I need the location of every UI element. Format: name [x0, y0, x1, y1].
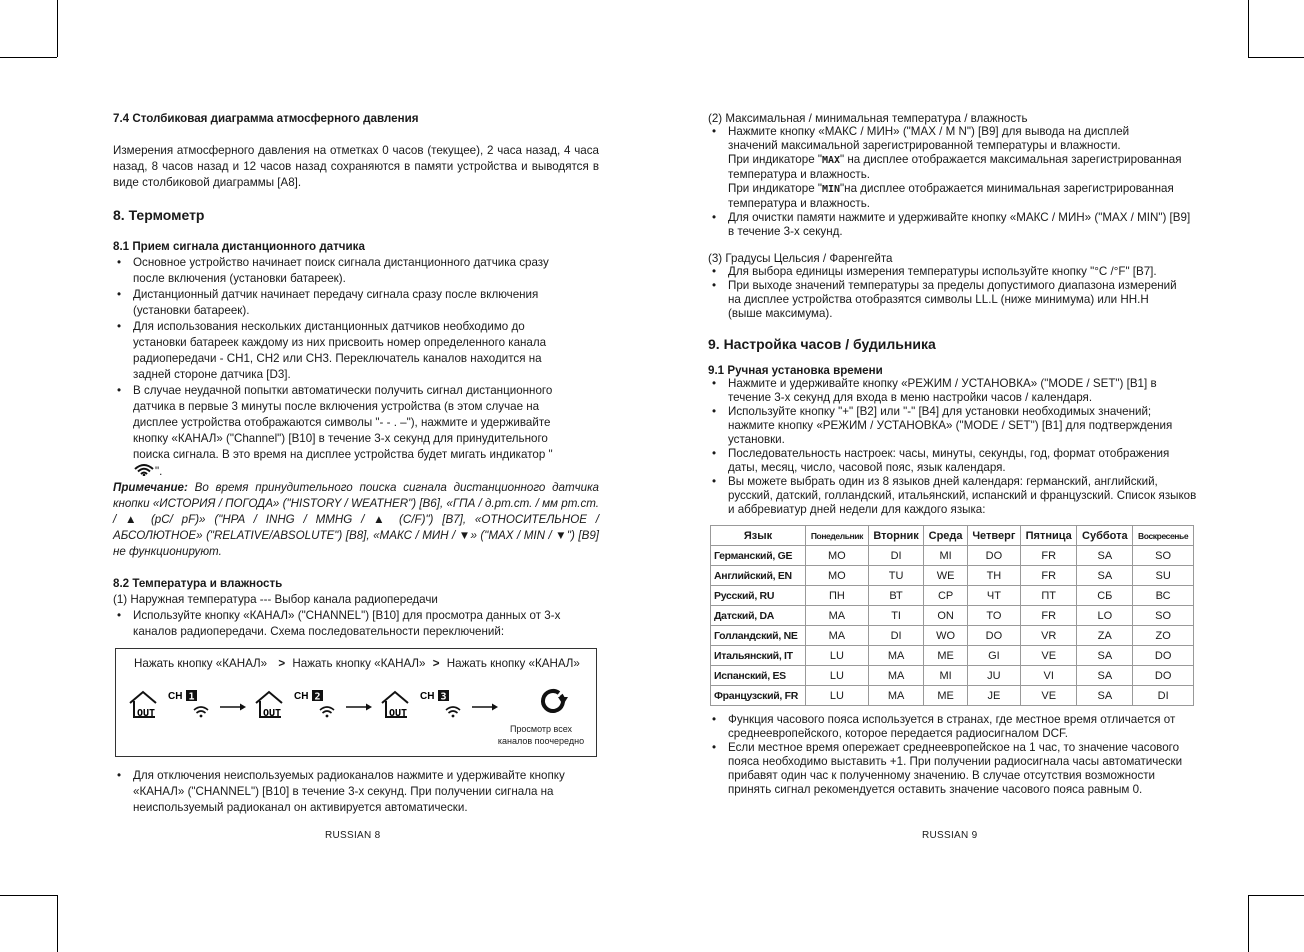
channel-label: CH: [420, 691, 435, 702]
day-abbr-cell: WO: [924, 626, 967, 646]
section-9-1-title: 9.1 Ручная установка времени: [708, 364, 883, 377]
day-abbr-cell: JU: [967, 666, 1020, 686]
step-label: Нажать кнопку «КАНАЛ»: [446, 657, 580, 670]
list-item: [708, 125, 1192, 211]
crop-mark: [1248, 57, 1304, 58]
day-abbr-cell: VE: [1021, 646, 1077, 666]
text: "на дисплее отображается минимальная зарегистрированная температура и влажность.: [728, 182, 1174, 210]
section-8-2-list: [113, 608, 583, 640]
channel-3-group: [382, 690, 498, 719]
table-header-cell: Язык: [711, 526, 806, 546]
day-abbr-cell: SO: [1133, 606, 1194, 626]
day-abbr-cell: DO: [967, 626, 1020, 646]
signal-icon: [133, 463, 155, 476]
list-item: • Для выбора единицы измерения температуры используйте кнопку "°C /°F" [B7].: [708, 265, 1178, 279]
language-cell: Итальянский, IT: [711, 646, 806, 666]
day-abbr-cell: SA: [1077, 646, 1133, 666]
day-abbr-cell: DO: [967, 546, 1020, 566]
cycle-caption-line: каналов поочередно: [497, 736, 585, 746]
day-abbr-cell: LU: [806, 686, 869, 706]
day-abbr-cell: MA: [868, 646, 924, 666]
arrow-right-icon: [220, 704, 246, 711]
diagram-steps: [134, 656, 580, 672]
day-abbr-cell: SU: [1133, 566, 1194, 586]
day-abbr-cell: ВС: [1133, 586, 1194, 606]
section-9-1-list: [708, 377, 1197, 517]
house-out-icon: [382, 692, 408, 719]
list-item: • Если местное время опережает среднеевропейское на 1 час, то значение часового пояса необходимо выставить +1. При получении радиосигнала часы автоматически прибавят один час к полученному значению. В случае отсутствия возможности принять сигнал рекомендуется оставить значение часового пояса равным 0.: [708, 741, 1186, 797]
day-abbr-cell: TU: [868, 566, 924, 586]
day-abbr-cell: MA: [806, 626, 869, 646]
note: [113, 480, 599, 560]
signal-icon: [446, 707, 460, 717]
section-2-title: (2) Максимальная / минимальная температура / влажность: [708, 112, 1028, 125]
table-row: [711, 546, 1194, 566]
table-header-cell: Четверг: [967, 526, 1020, 546]
day-abbr-cell: FR: [1021, 606, 1077, 626]
cycle-caption: [491, 723, 591, 747]
table-row: [711, 666, 1194, 686]
note-text: Во время принудительного поиска сигнала дистанционного датчика кнопки «ИСТОРИЯ / ПОГОДА» ("HISTORY / WEATHER") [B6], «ГПА / д.рт.ст. / мм рт.ст. / ▲ (pC/ pF)» ("HPA / INHG / MMHG / ▲ (C/F)") [B7], «ОТНОСИТЕЛЬНОЕ / АБСОЛЮТНОЕ» ("RELATIVE/ABSOLUTE") [B8], «МАКС / МИН / ▼» ("MAX / MIN / ▼") [B9] не функционируют.: [113, 481, 599, 558]
day-abbr-cell: SA: [1077, 666, 1133, 686]
list-item: • Используйте кнопку «КАНАЛ» ("CHANNEL") [B10] для просмотра данных от 3-х каналов радиопередачи. Схема последовательности переключений:: [113, 608, 583, 640]
list-item: • Последовательность настроек: часы, минуты, секунды, год, формат отображения даты, месяц, число, часовой пояс, язык календаря.: [708, 447, 1192, 475]
day-abbr-cell: СБ: [1077, 586, 1133, 606]
day-abbr-cell: FR: [1021, 566, 1077, 586]
day-abbr-cell: LO: [1077, 606, 1133, 626]
day-abbr-cell: VE: [1021, 686, 1077, 706]
list-item: • Используйте кнопку "+" [B2] или "-" [B4] для установки необходимых значений; нажмите кнопку «РЕЖИМ / УСТАНОВКА» ("MODE / SET") [B1] для подтверждения установки.: [708, 405, 1192, 447]
section-7-4-text: Измерения атмосферного давления на отметках 0 часов (текущее), 2 часа назад, 4 часа назад, 8 часов назад и 12 часов назад сохраняются в памяти устройства и выводятся в виде столбиковой диаграммы [A8].: [113, 144, 599, 189]
day-abbr-cell: DI: [868, 546, 924, 566]
crop-mark: [1248, 895, 1304, 896]
day-abbr-cell: TO: [967, 606, 1020, 626]
day-abbr-cell: WE: [924, 566, 967, 586]
section-8-title: 8. Термометр: [113, 207, 205, 223]
list-item: • Для очистки памяти нажмите и удерживайте кнопку «МАКС / МИН» ("MAX / MIN") [B9] в течение 3-х секунд.: [708, 211, 1192, 239]
crop-mark: [1248, 0, 1249, 57]
table-header-cell: Среда: [924, 526, 967, 546]
min-indicator: MIN: [821, 184, 841, 195]
table-row: [711, 566, 1194, 586]
list-item: • Основное устройство начинает поиск сигнала дистанционного датчика сразу после включения (установки батареек).: [113, 255, 568, 287]
text: " на дисплее отображается максимальная зарегистрированная температура и влажность.: [728, 153, 1182, 181]
list-item-text: В случае неудачной попытки автоматически получить сигнал дистанционного датчика в первые 3 минуты после включения устройства (в этом случае на дисплее устройства отображаются символы "- - . –"), нажмите и удерживайте кнопку «КАНАЛ» ("Channel") [B10] в течение 3-х секунд для принудительного поиска сигнала. В это время на дисплее устройства будет мигать индикатор ": [133, 384, 553, 461]
channel-number: 3: [440, 691, 447, 703]
day-abbr-cell: MI: [924, 666, 967, 686]
table-row: [711, 586, 1194, 606]
day-abbr-cell: SA: [1077, 686, 1133, 706]
table-row: [711, 606, 1194, 626]
channel-number: 1: [188, 691, 195, 703]
language-cell: Русский, RU: [711, 586, 806, 606]
timezone-list: [708, 713, 1186, 797]
cycle-icon: [543, 691, 568, 711]
crop-mark: [57, 0, 58, 57]
section-8-1-list: [113, 255, 568, 480]
language-cell: Английский, EN: [711, 566, 806, 586]
day-abbr-cell: LU: [806, 666, 869, 686]
table-header-row: [711, 526, 1194, 546]
day-abbr-cell: GI: [967, 646, 1020, 666]
max-indicator-text: [728, 153, 1192, 182]
channel-disable-list: [113, 768, 583, 816]
text: При индикаторе ": [728, 153, 822, 166]
list-item: • Для отключения неиспользуемых радиоканалов нажмите и удерживайте кнопку «КАНАЛ» ("CHANNEL") [B10] в течение 3-х секунд. При получении сигнала на неиспользуемый радиоканал он активируется автоматически.: [113, 768, 583, 816]
day-abbr-cell: ME: [924, 646, 967, 666]
list-item: • Дистанционный датчик начинает передачу сигнала сразу после включения (установки батареек).: [113, 287, 568, 319]
language-cell: Испанский, ES: [711, 666, 806, 686]
section-9-title: 9. Настройка часов / будильника: [708, 336, 936, 352]
section-3-title: (3) Градусы Цельсия / Фаренгейта: [708, 252, 893, 265]
step-separator: >: [432, 657, 440, 670]
out-label: OUT: [263, 708, 282, 719]
day-abbr-cell: TI: [868, 606, 924, 626]
page-footer: RUSSIAN 9: [922, 830, 978, 841]
day-abbr-cell: SO: [1133, 546, 1194, 566]
table-header-cell: Вторник: [868, 526, 924, 546]
table-row: [711, 626, 1194, 646]
day-abbr-cell: MI: [924, 546, 967, 566]
table-header-cell: Понедельник: [806, 526, 869, 546]
list-item: [113, 383, 568, 480]
table-header-cell: Воскресенье: [1133, 526, 1194, 546]
language-cell: Французский, FR: [711, 686, 806, 706]
house-out-icon: [130, 692, 156, 719]
day-abbr-cell: DI: [1133, 686, 1194, 706]
list-item: • Для использования нескольких дистанционных датчиков необходимо до установки батареек каждому из них присвоить номер определенного канала радиопередачи - CH1, CH2 или CH3. Переключатель каналов находится на задней стороне датчика [D3].: [113, 319, 568, 383]
day-abbr-cell: ЧТ: [967, 586, 1020, 606]
day-abbr-cell: ВТ: [868, 586, 924, 606]
table-row: [711, 646, 1194, 666]
day-abbr-cell: ME: [924, 686, 967, 706]
channel-1-group: [130, 690, 246, 719]
day-abbr-cell: MO: [806, 566, 869, 586]
list-item: • При выходе значений температуры за пределы допустимого диапазона измерений на дисплее устройства отобразятся символы LL.L (ниже минимума) или HH.H (выше максимума).: [708, 279, 1178, 321]
list-item: • Функция часового пояса используется в странах, где местное время отличается от среднеевропейского, которое передается радиосигналом DCF.: [708, 713, 1186, 741]
day-abbr-cell: JE: [967, 686, 1020, 706]
day-abbr-cell: MA: [868, 666, 924, 686]
list-item-text: • Нажмите кнопку «МАКС / МИН» ("MAX / M N") [B9] для вывода на дисплей значений максимальной зарегистрированной температуры и влажности.: [728, 125, 1130, 152]
table-header-cell: Суббота: [1077, 526, 1133, 546]
max-indicator: MAX: [821, 155, 841, 166]
section-3-list: [708, 265, 1178, 321]
channel-label: CH: [168, 691, 183, 702]
calendar-language-table: [710, 525, 1194, 706]
signal-icon: [320, 707, 334, 717]
language-cell: Голландский, NE: [711, 626, 806, 646]
step-label: Нажать кнопку «КАНАЛ»: [292, 657, 426, 670]
left-page: [113, 0, 599, 952]
diagram-icons: [128, 687, 588, 727]
day-abbr-cell: СР: [924, 586, 967, 606]
out-label: OUT: [389, 708, 408, 719]
out-label: OUT: [137, 708, 156, 719]
note-label: Примечание:: [113, 481, 188, 494]
day-abbr-cell: LU: [806, 646, 869, 666]
crop-mark: [57, 895, 58, 952]
language-cell: Датский, DA: [711, 606, 806, 626]
crop-mark: [0, 895, 57, 896]
list-item: • Вы можете выбрать один из 8 языков дней календаря: германский, английский, русский, датский, голландский, итальянский, испанский и французский. Список языков и аббревиатур дней недели для каждого языка:: [708, 475, 1198, 517]
diagram-row: [128, 687, 588, 727]
min-indicator-text: [728, 182, 1192, 211]
section-7-4-title: 7.4 Столбиковая диаграмма атмосферного давления: [113, 112, 419, 125]
day-abbr-cell: TH: [967, 566, 1020, 586]
language-cell: Германский, GE: [711, 546, 806, 566]
channel-label: CH: [294, 691, 309, 702]
section-8-1-title: 8.1 Прием сигнала дистанционного датчика: [113, 240, 365, 253]
day-abbr-cell: DI: [868, 626, 924, 646]
section-8-2-title: 8.2 Температура и влажность: [113, 577, 283, 590]
day-abbr-cell: SA: [1077, 546, 1133, 566]
arrow-right-icon: [346, 704, 372, 711]
step-separator: >: [278, 657, 286, 670]
day-abbr-cell: DO: [1133, 666, 1194, 686]
section-8-2-subtitle: (1) Наружная температура --- Выбор канала радиопередачи: [113, 593, 438, 606]
table-header-cell: Пятница: [1021, 526, 1077, 546]
day-abbr-cell: ZO: [1133, 626, 1194, 646]
arrow-right-icon: [472, 704, 498, 711]
day-abbr-cell: VR: [1021, 626, 1077, 646]
day-abbr-cell: FR: [1021, 546, 1077, 566]
house-out-icon: [256, 692, 282, 719]
day-abbr-cell: ПТ: [1021, 586, 1077, 606]
day-abbr-cell: MA: [868, 686, 924, 706]
right-page: [708, 0, 1197, 952]
day-abbr-cell: ZA: [1077, 626, 1133, 646]
day-abbr-cell: SA: [1077, 566, 1133, 586]
text: При индикаторе ": [728, 182, 822, 195]
crop-mark: [0, 57, 57, 58]
list-item-text-end: ".: [155, 465, 163, 478]
day-abbr-cell: ON: [924, 606, 967, 626]
day-abbr-cell: VI: [1021, 666, 1077, 686]
day-abbr-cell: MA: [806, 606, 869, 626]
table-row: [711, 686, 1194, 706]
section-2-list: [708, 125, 1192, 239]
page-footer: RUSSIAN 8: [325, 830, 381, 841]
day-abbr-cell: MO: [806, 546, 869, 566]
channel-number: 2: [314, 691, 321, 703]
list-item: • Нажмите и удерживайте кнопку «РЕЖИМ / УСТАНОВКА» ("MODE / SET") [B1] в течение 3-х секунд для входа в меню настройки часов / календаря.: [708, 377, 1163, 405]
cycle-caption-line: Просмотр всех: [509, 724, 573, 734]
signal-icon: [194, 707, 208, 717]
step-label: Нажать кнопку «КАНАЛ»: [134, 657, 268, 670]
day-abbr-cell: DO: [1133, 646, 1194, 666]
day-abbr-cell: ПН: [806, 586, 869, 606]
channel-sequence-diagram: [115, 648, 597, 757]
crop-mark: [1248, 895, 1249, 952]
channel-2-group: [256, 690, 372, 719]
